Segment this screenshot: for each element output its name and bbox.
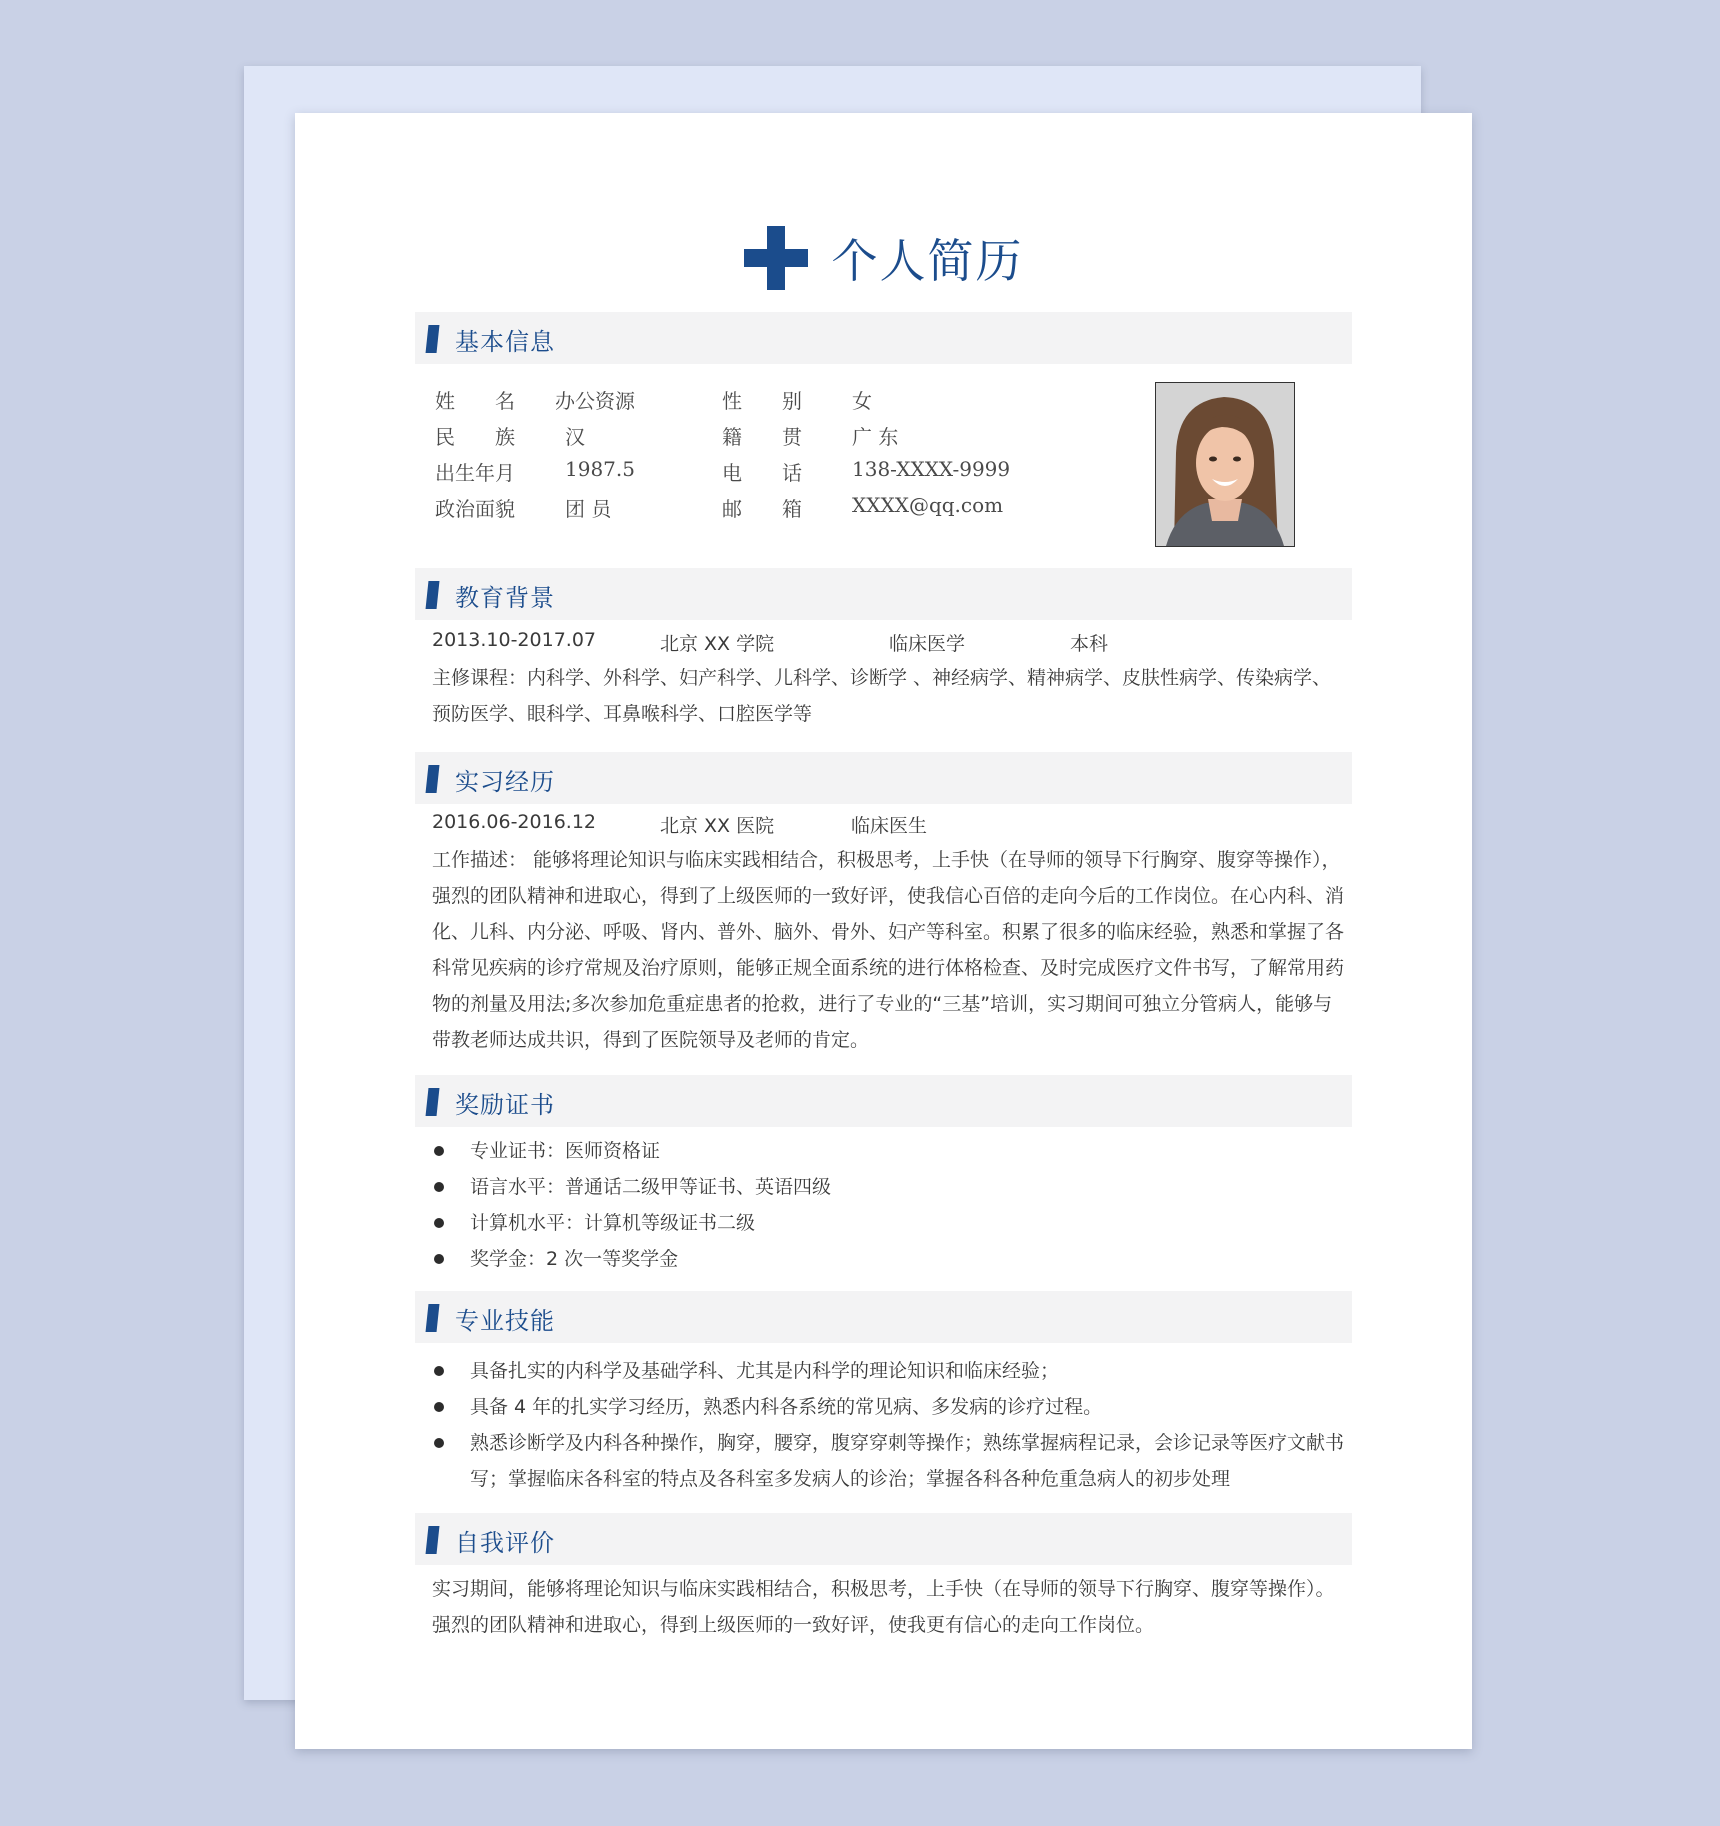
section-header-self bbox=[415, 1513, 1352, 1565]
section-title: 教育背景 bbox=[455, 584, 555, 612]
section-marker bbox=[426, 765, 440, 793]
section-marker bbox=[426, 325, 440, 353]
title-row bbox=[295, 218, 1472, 298]
list-item: 具备 4 年的扎实学习经历，熟悉内科各系统的常见病、多发病的诊疗过程。 bbox=[432, 1389, 1352, 1425]
internship-role: 临床医生 bbox=[851, 815, 928, 837]
section-title: 专业技能 bbox=[455, 1307, 555, 1335]
section-title: 基本信息 bbox=[455, 328, 555, 356]
list-item: 奖学金：2 次一等奖学金 bbox=[432, 1241, 1352, 1277]
info-label: 出生年月 bbox=[435, 461, 515, 485]
section-header-skills bbox=[415, 1291, 1352, 1343]
education-entry bbox=[432, 629, 1332, 659]
info-label: 邮 箱 bbox=[722, 497, 802, 521]
education-school: 北京 XX 学院 bbox=[660, 633, 775, 655]
info-label: 电 话 bbox=[722, 461, 802, 485]
info-label: 籍 贯 bbox=[722, 425, 802, 449]
section-header-internship bbox=[415, 752, 1352, 804]
section-marker bbox=[426, 581, 440, 609]
resume-page bbox=[295, 113, 1472, 1749]
skills-list bbox=[432, 1353, 1352, 1497]
profile-photo bbox=[1155, 382, 1295, 547]
list-item: 专业证书：医师资格证 bbox=[432, 1133, 1352, 1169]
info-value: 138-XXXX-9999 bbox=[852, 457, 1011, 481]
info-value: XXXX@qq.com bbox=[852, 493, 1004, 517]
list-item: 具备扎实的内科学及基础学科、尤其是内科学的理论知识和临床经验； bbox=[432, 1353, 1352, 1389]
internship-period: 2016.06-2016.12 bbox=[432, 811, 596, 833]
section-marker bbox=[426, 1088, 440, 1116]
internship-description: 工作描述： 能够将理论知识与临床实践相结合，积极思考，上手快（在导师的领导下行胸穿、腹穿等操作），强烈的团队精神和进取心，得到了上级医师的一致好评，使我信心百倍的走向今后的工作岗位。在心内科、消化、儿科、内分泌、呼吸、肾内、普外、脑外、骨外、妇产等科室。积累了很多的临床经验，熟悉和掌握了各科常见疾病的诊疗常规及治疗原则，能够正规全面系统的进行体格检查、及时完成医疗文件书写，了解常用药物的剂量及用法;多次参加危重症患者的抢救，进行了专业的“三基”培训，实习期间可独立分管病人，能够与带教老师达成共识，得到了医院领导及老师的肯定。 bbox=[432, 849, 1345, 1051]
page-title: 个人简历 bbox=[831, 234, 1024, 288]
section-header-education bbox=[415, 568, 1352, 620]
section-header-awards bbox=[415, 1075, 1352, 1127]
internship-entry bbox=[432, 811, 1332, 841]
list-item: 熟悉诊断学及内科各种操作，胸穿，腰穿，腹穿穿刺等操作；熟练掌握病程记录，会诊记录等医疗文献书写；掌握临床各科室的特点及各科室多发病人的诊治；掌握各科各种危重急病人的初步处理 bbox=[432, 1425, 1352, 1497]
section-marker bbox=[426, 1526, 440, 1554]
portrait-image bbox=[1156, 383, 1294, 546]
awards-list bbox=[432, 1133, 1352, 1277]
info-value: 汉 bbox=[565, 425, 585, 449]
section-title: 自我评价 bbox=[455, 1529, 555, 1557]
internship-place: 北京 XX 医院 bbox=[660, 815, 775, 837]
list-item: 语言水平：普通话二级甲等证书、英语四级 bbox=[432, 1169, 1352, 1205]
info-label: 姓 名 bbox=[435, 389, 515, 413]
education-period: 2013.10-2017.07 bbox=[432, 629, 596, 651]
info-label: 政治面貌 bbox=[435, 497, 515, 521]
medical-cross-icon bbox=[744, 226, 808, 290]
section-header-basic bbox=[415, 312, 1352, 364]
section-title: 奖励证书 bbox=[455, 1091, 555, 1119]
section-title: 实习经历 bbox=[455, 768, 555, 796]
education-courses: 主修课程：内科学、外科学、妇产科学、儿科学、诊断学 、神经病学、精神病学、皮肤性病学、传染病学、预防医学、眼科学、耳鼻喉科学、口腔医学等 bbox=[432, 667, 1332, 725]
info-value: 1987.5 bbox=[565, 457, 635, 481]
self-evaluation: 实习期间，能够将理论知识与临床实践相结合，积极思考，上手快（在导师的领导下行胸穿、腹穿等操作）。强烈的团队精神和进取心，得到上级医师的一致好评，使我更有信心的走向工作岗位。 bbox=[432, 1578, 1335, 1636]
info-label: 性 别 bbox=[722, 389, 802, 413]
education-degree: 本科 bbox=[1070, 633, 1109, 655]
info-label: 民 族 bbox=[435, 425, 515, 449]
info-value: 广 东 bbox=[852, 425, 899, 449]
section-marker bbox=[426, 1304, 440, 1332]
info-value: 女 bbox=[852, 389, 872, 413]
info-value: 办公资源 bbox=[555, 389, 635, 413]
list-item: 计算机水平：计算机等级证书二级 bbox=[432, 1205, 1352, 1241]
education-major: 临床医学 bbox=[889, 633, 966, 655]
info-value: 团 员 bbox=[565, 497, 612, 521]
